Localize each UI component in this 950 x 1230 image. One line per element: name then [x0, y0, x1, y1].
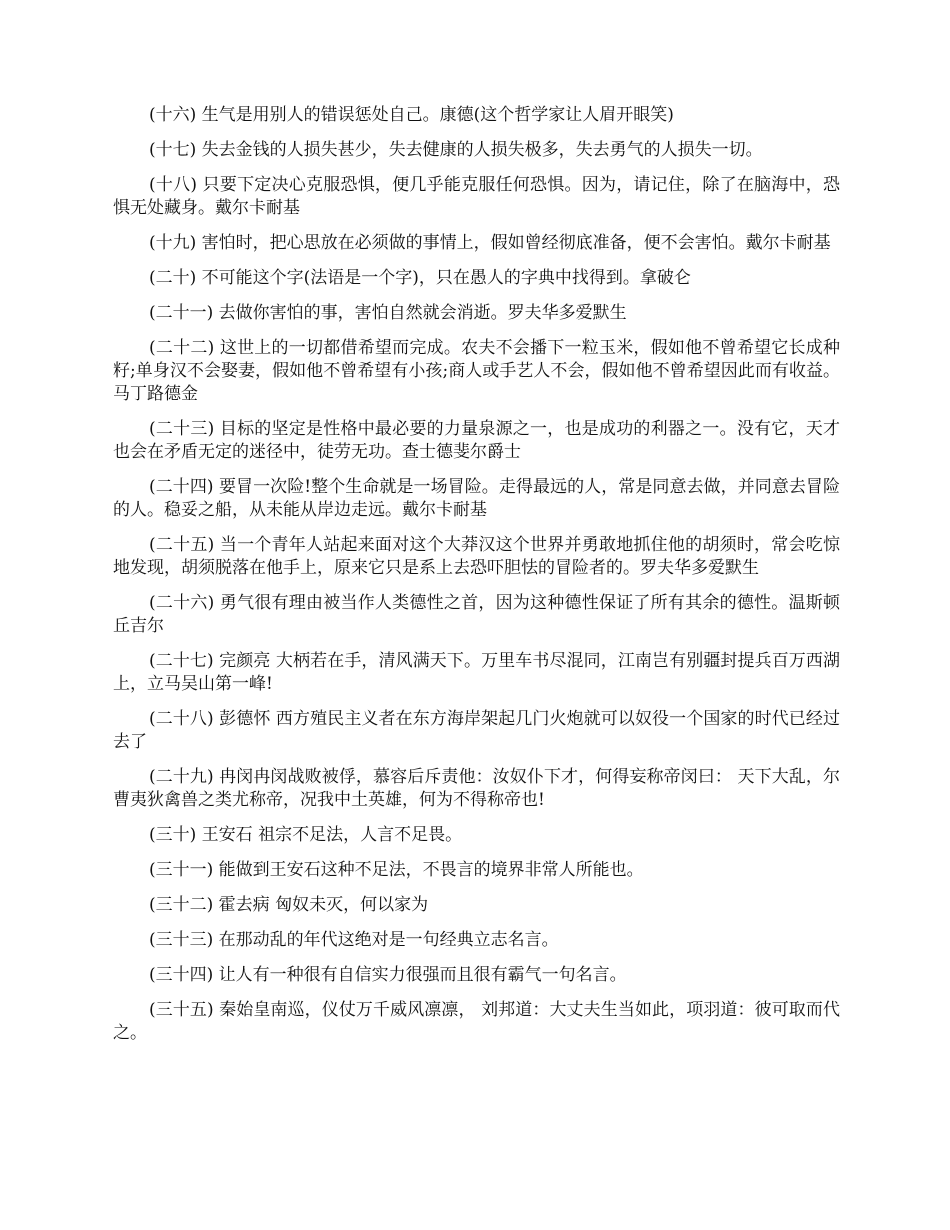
- quote-paragraph-17: (十七) 失去金钱的人损失甚少，失去健康的人损失极多，失去勇气的人损失一切。: [149, 140, 763, 160]
- quote-paragraph-21: (二十一) 去做你害怕的事，害怕自然就会消逝。罗夫华多爱默生: [149, 303, 627, 323]
- quote-paragraph-19: (十九) 害怕时，把心思放在必须做的事情上，假如曾经彻底准备，便不会害怕。戴尔卡耐基: [149, 233, 831, 253]
- quote-paragraph-23: (二十三) 目标的坚定是性格中最必要的力量泉源之一，也是成功的利器之一。没有它，天才也会在矛盾无定的迷径中，徒劳无功。查士德斐尔爵士: [113, 419, 840, 462]
- quote-paragraph-26: (二十六) 勇气很有理由被当作人类德性之首，因为这种德性保证了所有其余的德性。温斯顿丘吉尔: [113, 593, 840, 636]
- quote-paragraph-25: (二十五) 当一个青年人站起来面对这个大莽汉这个世界并勇敢地抓住他的胡须时，常会吃惊地发现，胡须脱落在他手上，原来它只是系上去恐吓胆怯的冒险者的。罗夫华多爱默生: [113, 535, 840, 578]
- quote-paragraph-34: (三十四) 让人有一种很有自信实力很强而且很有霸气一句名言。: [149, 965, 627, 985]
- quote-paragraph-29: (二十九) 冉闵冉闵战败被俘，慕容后斥责他：汝奴仆下才，何得妄称帝闵曰： 天下大乱，尔曹夷狄禽兽之类尤称帝，况我中土英雄，何为不得称帝也!: [113, 767, 840, 810]
- quote-paragraph-27: (二十七) 完颜亮 大柄若在手，清风满天下。万里车书尽混同，江南岂有别疆封提兵百万西湖上，立马吴山第一峰!: [113, 651, 840, 694]
- quote-paragraph-18: (十八) 只要下定决心克服恐惧，便几乎能克服任何恐惧。因为，请记住，除了在脑海中，恐惧无处藏身。戴尔卡耐基: [113, 175, 840, 218]
- quote-paragraph-35: (三十五) 秦始皇南巡，仪仗万千威风凛凛， 刘邦道：大丈夫生当如此，项羽道：彼可取而代之。: [113, 1000, 840, 1043]
- quote-paragraph-31: (三十一) 能做到王安石这种不足法，不畏言的境界非常人所能也。: [149, 860, 644, 880]
- document-body: [113, 104, 840, 1057]
- quote-paragraph-20: (二十) 不可能这个字(法语是一个字)，只在愚人的字典中找得到。拿破仑: [149, 268, 691, 288]
- quote-paragraph-22: (二十二) 这世上的一切都借希望而完成。农夫不会播下一粒玉米，假如他不曾希望它长成种籽;单身汉不会娶妻，假如他不曾希望有小孩;商人或手艺人不会，假如他不曾希望因此而有收益。马丁路德金: [113, 338, 840, 404]
- quote-paragraph-33: (三十三) 在那动乱的年代这绝对是一句经典立志名言。: [149, 930, 559, 950]
- quote-paragraph-30: (三十) 王安石 祖宗不足法，人言不足畏。: [149, 825, 463, 845]
- quote-paragraph-16: (十六) 生气是用别人的错误惩处自己。康德(这个哲学家让人眉开眼笑): [149, 105, 674, 125]
- quote-paragraph-28: (二十八) 彭德怀 西方殖民主义者在东方海岸架起几门火炮就可以奴役一个国家的时代已经过去了: [113, 709, 840, 752]
- quote-paragraph-32: (三十二) 霍去病 匈奴未灭，何以家为: [149, 895, 429, 915]
- quote-paragraph-24: (二十四) 要冒一次险!整个生命就是一场冒险。走得最远的人，常是同意去做，并同意去冒险的人。稳妥之船，从未能从岸边走远。戴尔卡耐基: [113, 477, 840, 520]
